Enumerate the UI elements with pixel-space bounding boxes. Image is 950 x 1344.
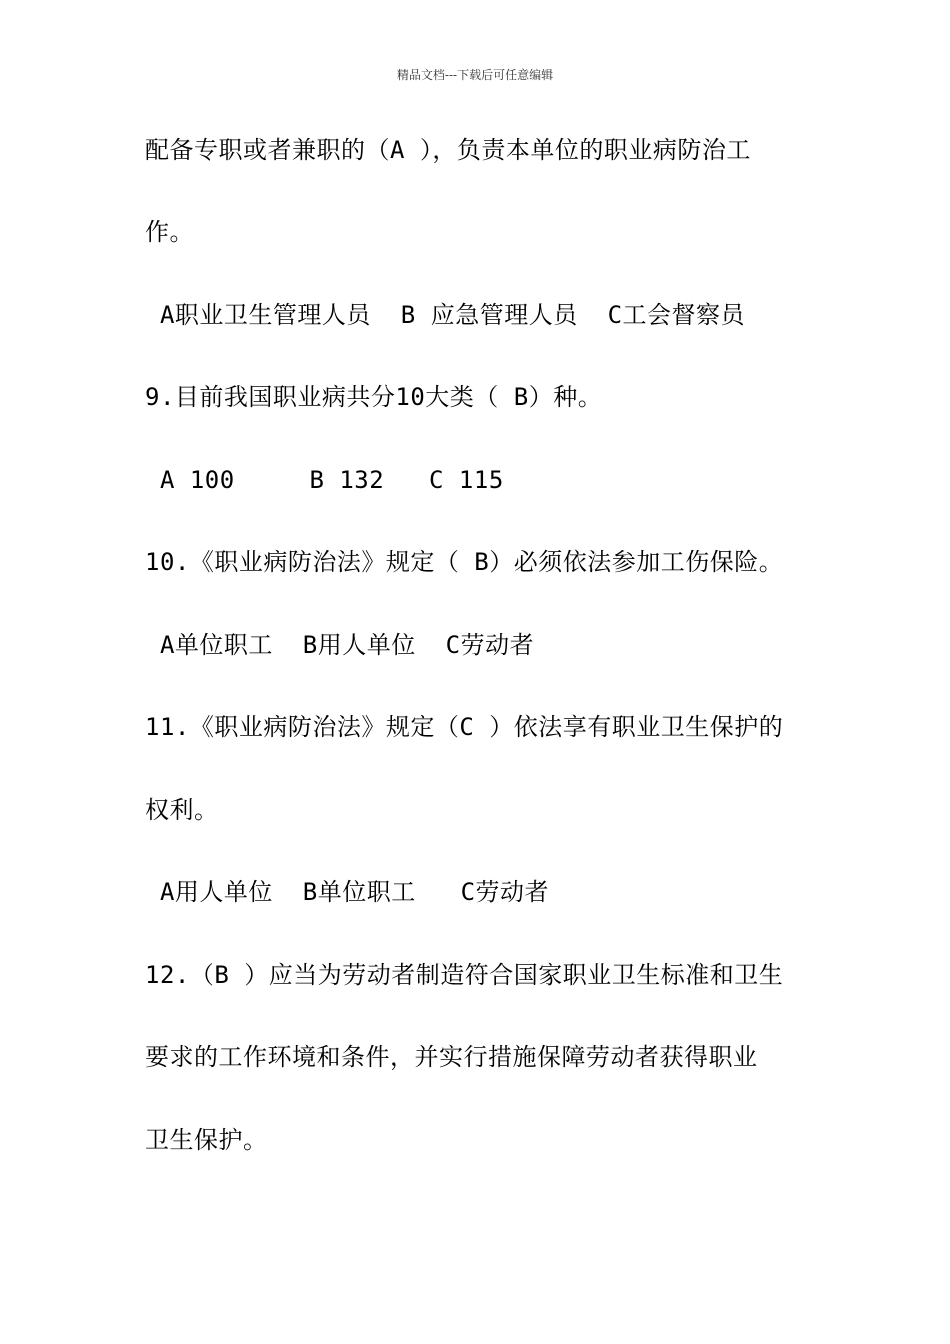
question-11-text-line-2: 权利。 — [145, 796, 219, 824]
question-9-options: A 100 B 132 C 115 — [145, 466, 504, 494]
question-9-text: 9.目前我国职业病共分10大类（ B）种。 — [145, 383, 603, 411]
question-12-text-line-3: 卫生保护。 — [145, 1126, 268, 1154]
question-12-text-line-1: 12.（B ）应当为劳动者制造符合国家职业卫生标准和卫生 — [145, 961, 784, 989]
question-8-text-line-2: 作。 — [145, 218, 194, 246]
question-8-options: A职业卫生管理人员 B 应急管理人员 C工会督察员 — [145, 301, 746, 329]
question-10-options: A单位职工 B用人单位 C劳动者 — [145, 631, 535, 659]
question-10-text: 10.《职业病防治法》规定（ B）必须依法参加工伤保险。 — [145, 548, 784, 576]
question-11-text-line-1: 11.《职业病防治法》规定（C ）依法享有职业卫生保护的 — [145, 713, 784, 741]
question-12-text-line-2: 要求的工作环境和条件，并实行措施保障劳动者获得职业 — [145, 1043, 758, 1071]
page-header: 精品文档---下载后可任意编辑 — [396, 68, 554, 82]
question-8-text-line-1: 配备专职或者兼职的（A ），负责本单位的职业病防治工 — [145, 136, 751, 164]
question-11-options: A用人单位 B单位职工 C劳动者 — [145, 878, 550, 906]
